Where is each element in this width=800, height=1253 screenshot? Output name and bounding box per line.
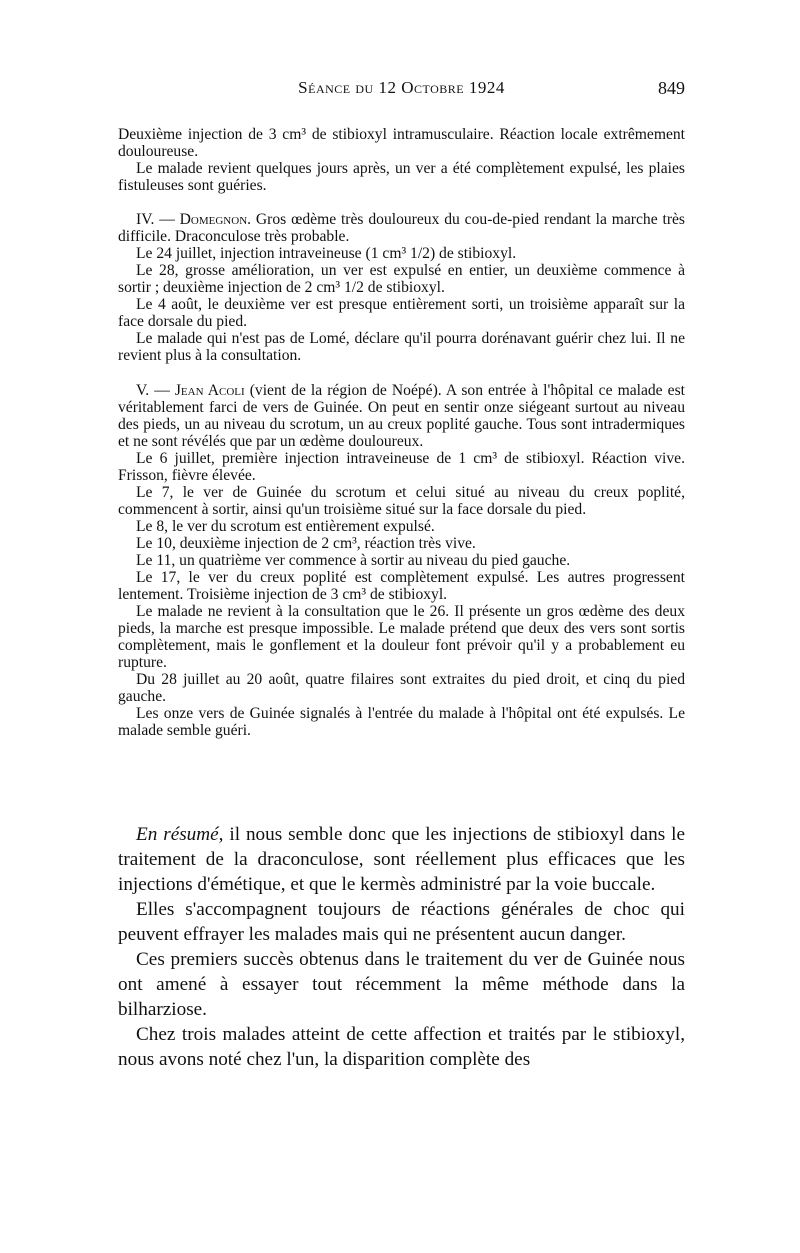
case-number: IV. — — [136, 211, 180, 228]
case-3-tail — [118, 126, 685, 194]
emphasis: En résumé, — [136, 824, 224, 845]
running-title: Séance du 12 Octobre 1924 — [298, 78, 505, 97]
paragraph: Le malade revient quelques jours après, un ver a été complètement expulsé, les plaies fistuleuses sont guéries. — [118, 160, 685, 194]
case-4 — [118, 211, 685, 364]
paragraph: Deuxième injection de 3 cm³ de stibioxyl intramusculaire. Réaction locale extrêmement douloureuse. — [118, 126, 685, 160]
paragraph: Le 8, le ver du scrotum est entièrement expulsé. — [136, 518, 435, 535]
paragraph: Le 11, un quatrième ver commence à sortir au niveau du pied gauche. — [136, 552, 571, 569]
case-heading-paragraph — [118, 211, 685, 245]
summary-paragraph: Ces premiers succès obtenus dans le traitement du ver de Guinée nous ont amené à essayer tout récemment la même méthode dans la bilharziose. — [118, 949, 685, 1020]
summary-paragraph — [118, 822, 685, 897]
paragraph: Le 4 août, le deuxième ver est presque entièrement sorti, un troisième apparaît sur la face dorsale du pied. — [118, 296, 685, 330]
paragraph: Le malade qui n'est pas de Lomé, déclare qu'il pourra dorénavant guérir chez lui. Il ne revient plus à la consultation. — [118, 330, 685, 364]
paragraph: Le 6 juillet, première injection intraveineuse de 1 cm³ de stibioxyl. Réaction vive. Frisson, fièvre élevée. — [118, 450, 685, 484]
case-5 — [118, 382, 685, 739]
paragraph-text: il nous semble donc que les injections de stibioxyl dans le traitement de la draconculose, sont réellement plus efficaces que les injections d'émétique, et que le kermès administré par la voie buccale. — [118, 824, 685, 895]
paragraph: Le 7, le ver de Guinée du scrotum et celui situé au niveau du creux poplité, commencent à sortir, ainsi qu'un troisième situé sur la face dorsale du pied. — [118, 484, 685, 518]
summary-section — [118, 822, 685, 1072]
summary-paragraph: Chez trois malades atteint de cette affection et traités par le stibioxyl, nous avons noté chez l'un, la disparition complète des — [118, 1024, 685, 1070]
paragraph: Du 28 juillet au 20 août, quatre filaires sont extraites du pied droit, et cinq du pied gauche. — [118, 671, 685, 705]
paragraph-text: Gros œdème très douloureux du cou-de-pied rendant la marche très difficile. Draconculose très probable. — [118, 211, 685, 245]
case-heading-paragraph — [118, 382, 685, 450]
paragraph: Le 24 juillet, injection intraveineuse (1 cm³ 1/2) de stibioxyl. — [136, 245, 517, 262]
paragraph-text: (vient de la région de Noépé). A son entrée à l'hôpital ce malade est véritablement farci de vers de Guinée. On peut en sentir onze siégeant surtout au niveau des pieds, un au niveau du scrotum, un au creux poplité gauche. Tous sont intradermiques et ne sont révélés que par un œdème douloureux. — [118, 382, 685, 450]
patient-name: Jean Acoli — [174, 382, 245, 399]
paragraph: Le 10, deuxième injection de 2 cm³, réaction très vive. — [136, 535, 476, 552]
paragraph: Le 28, grosse amélioration, un ver est expulsé en entier, un deuxième commence à sortir ; deuxième injection de 2 cm³ 1/2 de stibioxyl. — [118, 262, 685, 296]
patient-name: Domegnon. — [179, 211, 252, 228]
summary-paragraph: Elles s'accompagnent toujours de réactions générales de choc qui peuvent effrayer les malades mais qui ne présentent aucun danger. — [118, 899, 685, 945]
paragraph: Le malade ne revient à la consultation que le 26. Il présente un gros œdème des deux pieds, la marche est presque impossible. Le malade prétend que deux des vers sont sortis complètement, mais le gonflement et la douleur font prévoir qu'il y a probablement eu rupture. — [118, 603, 685, 671]
running-head — [118, 78, 685, 104]
page-number: 849 — [658, 78, 685, 98]
paragraph: Le 17, le ver du creux poplité est complètement expulsé. Les autres progressent lentement. Troisième injection de 3 cm³ de stibioxyl. — [118, 569, 685, 603]
paragraph: Les onze vers de Guinée signalés à l'entrée du malade à l'hôpital ont été expulsés. Le malade semble guéri. — [118, 705, 685, 739]
case-number: V. — — [136, 382, 175, 399]
